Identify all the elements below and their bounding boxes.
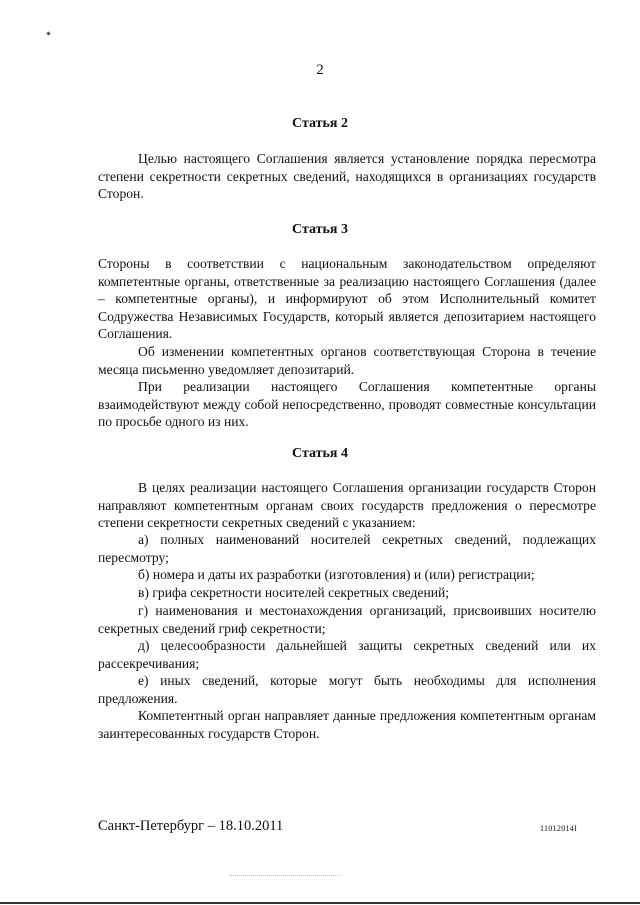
article-4-item-a: а) полных наименований носителей секретных сведений, подлежащих пересмотру; — [98, 532, 596, 565]
article-4-item-b: б) номера и даты их разработки (изготовления) и (или) регистрации; — [138, 567, 535, 582]
article-2-heading: Статья 2 — [292, 116, 348, 131]
article-3-paragraph-3: При реализации настоящего Соглашения компетентные органы взаимодействуют между собой непосредственно, проводят совместные консультации по просьбе одного из них. — [98, 379, 596, 430]
article-4-item-f: е) иных сведений, которые могут быть необходимы для исполнения предложения. — [98, 673, 596, 706]
footer-place-date: Санкт-Петербург – 18.10.2011 — [98, 818, 284, 834]
article-2-paragraph-1: Целью настоящего Соглашения является установление порядка пересмотра степени секретности секретных сведений, находящихся в организациях государств Сторон. — [98, 151, 596, 202]
article-4-heading: Статья 4 — [292, 446, 348, 461]
article-4-paragraph-1: В целях реализации настоящего Соглашения организации государств Сторон направляют компетентным органам своих государств предложения о пересмотре степени секретности секретных сведений с указанием: — [98, 480, 596, 531]
scan-mark — [46, 31, 50, 35]
article-4-item-d: г) наименования и местонахождения организаций, присвоивших носителю секретных сведений гриф секретности; — [98, 603, 596, 636]
page-bottom-edge — [0, 902, 640, 904]
footer-document-code: 11012014I — [540, 824, 578, 833]
article-4-item-e: д) целесообразности дальнейшей защиты секретных сведений или их рассекречивания; — [98, 638, 596, 671]
scan-artifact — [230, 875, 340, 876]
article-3-paragraph-1: Стороны в соответствии с национальным законодательством определяют компетентные органы, ответственные за реализацию настоящего Соглашения (далее – компетентные органы), и информируют об этом Исполнительный комитет Содружества Независимых Государств, который является депозитарием настоящего Соглашения. — [98, 256, 596, 342]
article-4-paragraph-last: Компетентный орган направляет данные предложения компетентным органам заинтересованных государств Сторон. — [98, 708, 596, 741]
page-number: 2 — [316, 62, 324, 78]
article-3-heading: Статья 3 — [292, 222, 348, 237]
article-4-item-c: в) грифа секретности носителей секретных сведений; — [138, 585, 450, 600]
article-3-paragraph-2: Об изменении компетентных органов соответствующая Сторона в течение месяца письменно уведомляет депозитарий. — [98, 344, 596, 377]
